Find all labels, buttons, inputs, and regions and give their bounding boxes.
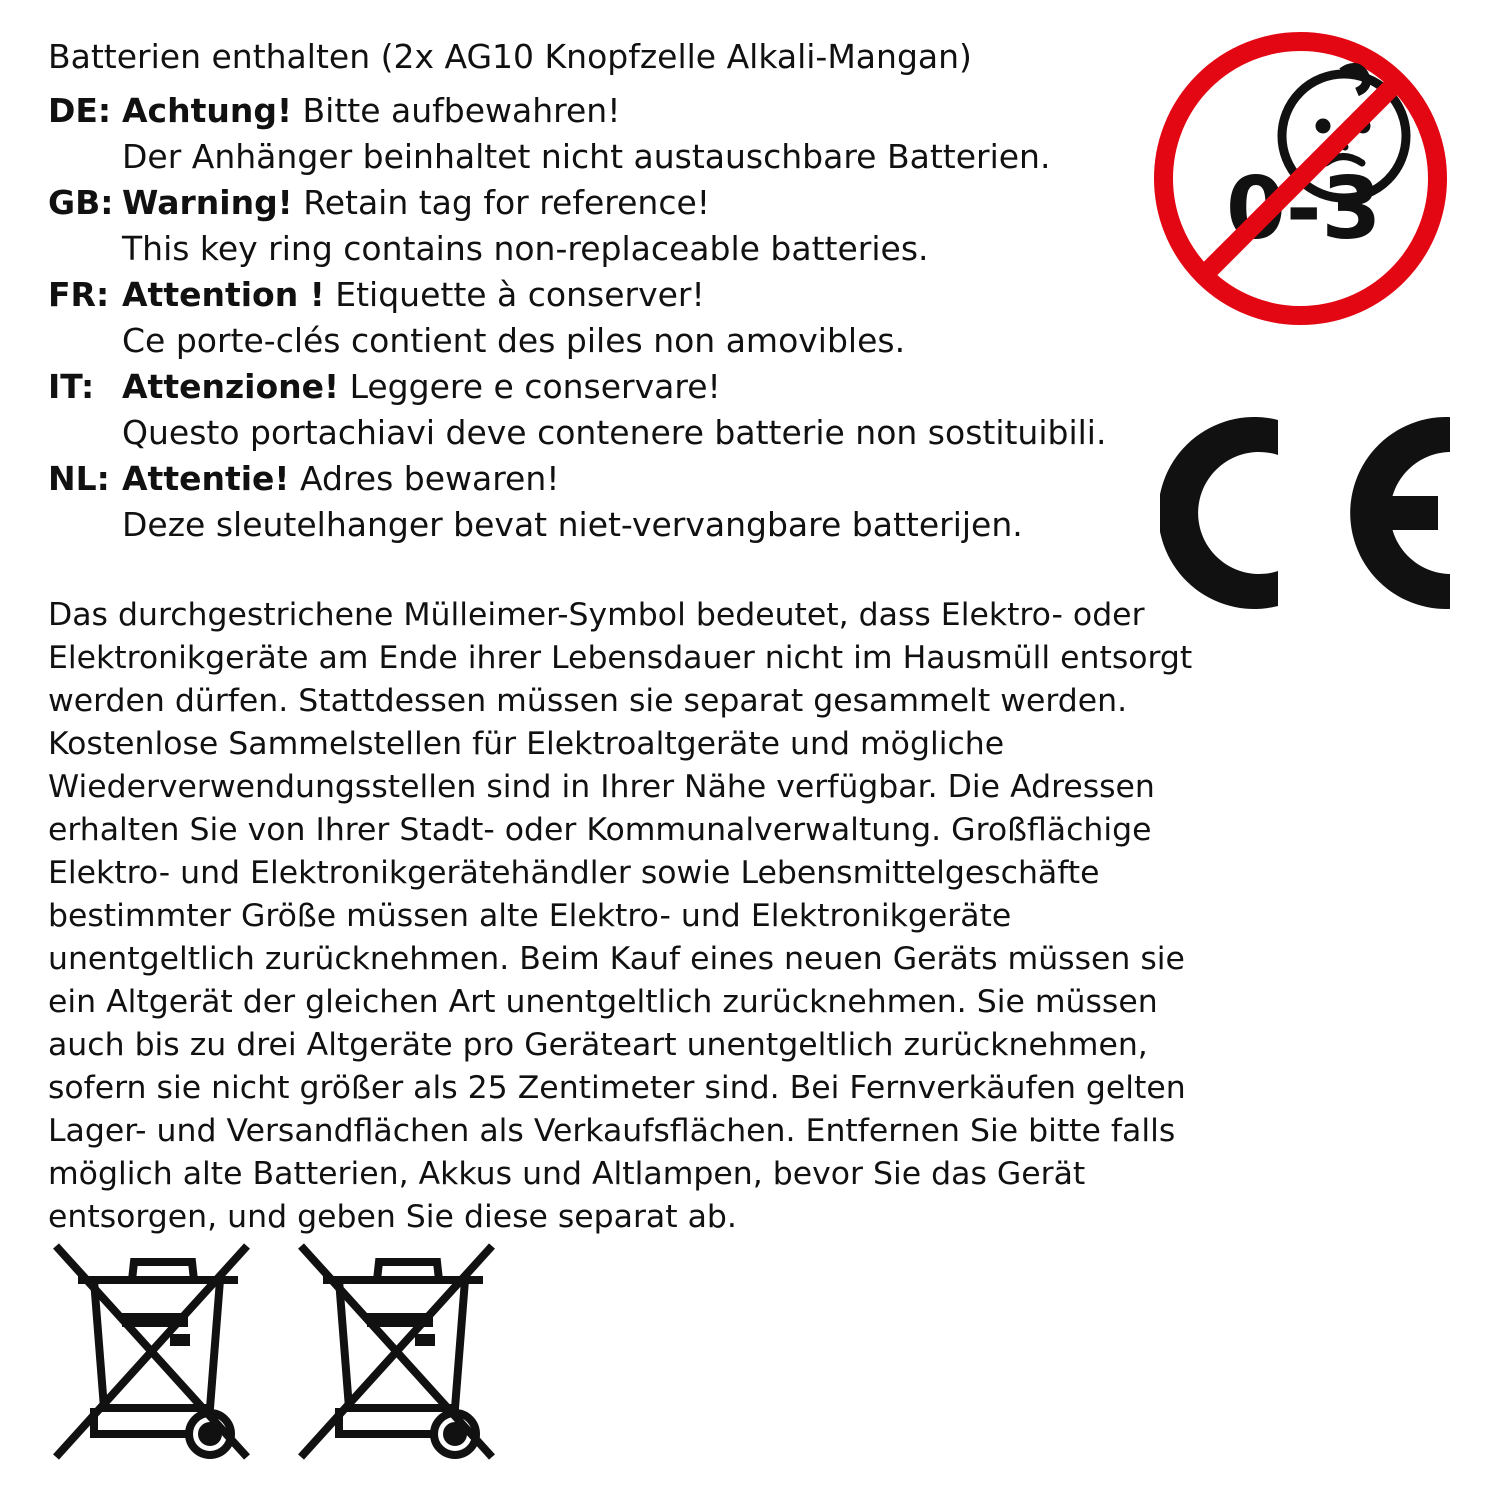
warning-headline-rest-de: Bitte aufbewahren! bbox=[302, 91, 621, 130]
language-code-gb: GB: bbox=[48, 183, 114, 222]
warning-detail-nl: Deze sleutelhanger bevat niet-vervangbare batterijen. bbox=[122, 505, 1023, 544]
age-restriction-0-3-icon bbox=[1148, 26, 1453, 331]
multilingual-warning-list bbox=[48, 88, 1158, 548]
warning-headline-de: Achtung! bbox=[122, 91, 293, 130]
warning-detail-gb: This key ring contains non-replaceable batteries. bbox=[122, 229, 929, 268]
warning-headline-gb: Warning! bbox=[122, 183, 293, 222]
warning-row-fr bbox=[48, 272, 1158, 318]
warning-row-nl bbox=[48, 456, 1158, 502]
warning-headline-fr: Attention ! bbox=[122, 275, 325, 314]
warning-row-de bbox=[48, 88, 1158, 134]
warning-row-it bbox=[48, 364, 1158, 410]
warning-headline-it: Attenzione! bbox=[122, 367, 340, 406]
language-code-fr: FR: bbox=[48, 275, 110, 314]
svg-text:0-3: 0-3 bbox=[1226, 159, 1382, 259]
weee-disposal-paragraph: Das durchgestrichene Mülleimer-Symbol bedeutet, dass Elektro- oder Elektronikgeräte am Ende ihrer Lebensdauer nicht im Hausmüll entsorgt werden dürfen. Stattdessen müssen sie separat gesammelt werden. Kostenlose Sammelstellen für Elektroaltgeräte und mögliche Wiederverwendungsstellen sind in Ihrer Nähe verfügbar. Die Adressen erhalten Sie von Ihrer Stadt- oder Kommunalverwaltung. Großflächige Elektro- und Elektronikgerätehändler sowie Lebensmittelgeschäfte bestimmter Größe müssen alte Elektro- und Elektronikgeräte unentgeltlich zurücknehmen. Beim Kauf eines neuen Geräts müssen sie ein Altgerät der gleichen Art unentgeltlich zurücknehmen. Sie müssen auch bis zu drei Altgeräte pro Geräteart unentgeltlich zurücknehmen, sofern sie nicht größer als 25 Zentimeter sind. Bei Fernverkäufen gelten Lager- und Versandflächen als Verkaufsflächen. Entfernen Sie bitte falls möglich alte Batterien, Akkus und Altlampen, bevor Sie das Gerät entsorgen, und geben Sie diese separat ab. bbox=[48, 597, 1193, 1235]
warning-headline-rest-gb: Retain tag for reference! bbox=[303, 183, 710, 222]
warning-headline-nl: Attentie! bbox=[122, 459, 290, 498]
warning-detail-de: Der Anhänger beinhaltet nicht austauschbare Batterien. bbox=[122, 137, 1051, 176]
crossed-out-wheelie-bin-icon bbox=[287, 1232, 502, 1467]
warning-headline-rest-nl: Adres bewaren! bbox=[299, 459, 560, 498]
warning-row-gb bbox=[48, 180, 1158, 226]
weee-bin-symbols bbox=[42, 1232, 512, 1472]
language-code-it: IT: bbox=[48, 367, 95, 406]
warning-headline-rest-fr: Etiquette à conserver! bbox=[335, 275, 705, 314]
warning-detail-it: Questo portachiavi deve contenere batterie non sostituibili. bbox=[122, 413, 1107, 452]
language-code-nl: NL: bbox=[48, 459, 110, 498]
warning-headline-rest-it: Leggere e conservare! bbox=[349, 367, 721, 406]
crossed-out-wheelie-bin-icon bbox=[42, 1232, 257, 1467]
battery-notice-text: Batterien enthalten (2x AG10 Knopfzelle Alkali-Mangan) bbox=[48, 37, 972, 76]
warning-detail-fr: Ce porte-clés contient des piles non amovibles. bbox=[122, 321, 906, 360]
ce-mark-icon bbox=[1160, 408, 1450, 618]
language-code-de: DE: bbox=[48, 91, 112, 130]
